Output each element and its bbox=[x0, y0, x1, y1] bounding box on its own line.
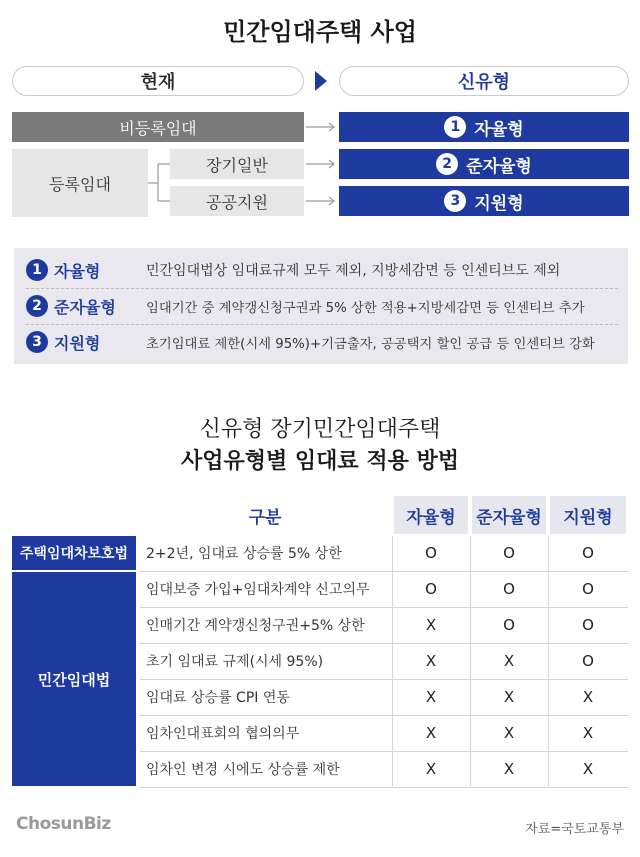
table-cell-mark: X bbox=[425, 724, 437, 742]
number-one-icon: 1 bbox=[444, 116, 466, 138]
section-title-line1: 신유형 장기민간임대주택 bbox=[199, 417, 441, 442]
source-note: 자료=국토교통부 bbox=[525, 822, 624, 837]
row-divider bbox=[140, 787, 628, 788]
current-header: 현재 bbox=[12, 66, 304, 96]
table-cell-mark: O bbox=[582, 544, 594, 562]
table-row-label: 2+2년, 임대료 상승률 5% 상한 bbox=[146, 546, 342, 562]
legend-name: 준자율형 bbox=[54, 297, 116, 317]
divider bbox=[26, 288, 618, 289]
number-two-icon: 2 bbox=[26, 295, 48, 317]
long-term-box: 장기일반 bbox=[170, 149, 304, 179]
legend-row bbox=[26, 256, 560, 284]
table-cell-mark: O bbox=[582, 616, 594, 634]
table-cell-mark: X bbox=[425, 760, 437, 778]
table-row-label: 임차인대표회의 협의의무 bbox=[146, 726, 300, 742]
legend-name: 자율형 bbox=[54, 261, 101, 281]
number-three-icon: 3 bbox=[26, 331, 48, 353]
header-category: 구분 bbox=[248, 507, 282, 528]
table-cell-mark: O bbox=[582, 580, 594, 598]
table-cell-mark: O bbox=[425, 580, 437, 598]
public-support-box: 공공지원 bbox=[170, 186, 304, 216]
type-box-1 bbox=[339, 112, 629, 142]
type-name: 지원형 bbox=[474, 193, 524, 214]
type-name: 준자율형 bbox=[466, 156, 532, 177]
table-row-label: 인매기간 계약갱신청구권+5% 상한 bbox=[146, 618, 365, 634]
section-title-line2: 사업유형별 임대료 적용 방법 bbox=[180, 449, 459, 474]
page-title: 민간임대주택 사업 bbox=[223, 18, 417, 46]
type-name: 자율형 bbox=[474, 119, 524, 140]
non-registered-box: 비등록임대 bbox=[12, 112, 304, 142]
table-cell-mark: X bbox=[582, 760, 594, 778]
header-col-support: 지원형 bbox=[550, 496, 626, 534]
table-row-label: 임차인 변경 시에도 상승률 제한 bbox=[146, 762, 340, 778]
table-cell-mark: X bbox=[425, 652, 437, 670]
table-cell-mark: O bbox=[582, 652, 594, 670]
legend-box bbox=[14, 248, 628, 364]
law-private-rental: 민간임대법 bbox=[12, 572, 136, 786]
table-cell-mark: X bbox=[582, 724, 594, 742]
number-two-icon: 2 bbox=[436, 153, 458, 175]
legend-desc: 민간임대법상 임대료규제 모두 제외, 지방세감면 등 인센티브도 제외 bbox=[146, 263, 561, 279]
legend-desc: 초기임대료 제한(시세 95%)+기금출자, 공공택지 할인 공급 등 인센티브 강화 bbox=[146, 336, 595, 352]
table-cell-mark: X bbox=[582, 688, 594, 706]
type-box-2 bbox=[339, 149, 629, 179]
number-one-icon: 1 bbox=[26, 259, 48, 281]
table-cell-mark: X bbox=[503, 760, 515, 778]
column-divider bbox=[392, 536, 393, 786]
table-cell-mark: O bbox=[425, 544, 437, 562]
number-three-icon: 3 bbox=[444, 190, 466, 212]
table-cell-mark: X bbox=[503, 688, 515, 706]
chosunbiz-logo: ChosunBiz bbox=[16, 814, 111, 834]
table-cell-mark: O bbox=[503, 616, 515, 634]
table-row-label: 초기 임대료 규제(시세 95%) bbox=[146, 654, 324, 670]
table-cell-mark: O bbox=[503, 544, 515, 562]
table-row-label: 임대보증 가입+임대차계약 신고의무 bbox=[146, 582, 370, 598]
legend-row bbox=[26, 292, 585, 320]
legend-desc: 임대기간 중 계약갱신청구권과 5% 상한 적용+지방세감면 등 인센티브 추가 bbox=[146, 300, 585, 316]
legend-row bbox=[26, 328, 595, 356]
type-box-3 bbox=[339, 186, 629, 216]
column-divider bbox=[548, 536, 549, 786]
header-col-autonomous: 자율형 bbox=[394, 496, 468, 534]
table-cell-mark: X bbox=[425, 688, 437, 706]
column-divider bbox=[470, 536, 471, 786]
header-col-semi: 준자율형 bbox=[472, 496, 546, 534]
registered-box: 등록임대 bbox=[12, 149, 148, 217]
table-cell-mark: X bbox=[425, 616, 437, 634]
table-cell-mark: O bbox=[503, 580, 515, 598]
table-row-label: 임대료 상승률 CPI 연동 bbox=[146, 690, 290, 706]
table-cell-mark: X bbox=[503, 652, 515, 670]
divider bbox=[26, 324, 618, 325]
law-housing-lease: 주택임대차보호법 bbox=[12, 536, 136, 570]
table-cell-mark: X bbox=[503, 724, 515, 742]
new-type-header: 신유형 bbox=[339, 66, 629, 96]
legend-name: 지원형 bbox=[54, 333, 101, 353]
